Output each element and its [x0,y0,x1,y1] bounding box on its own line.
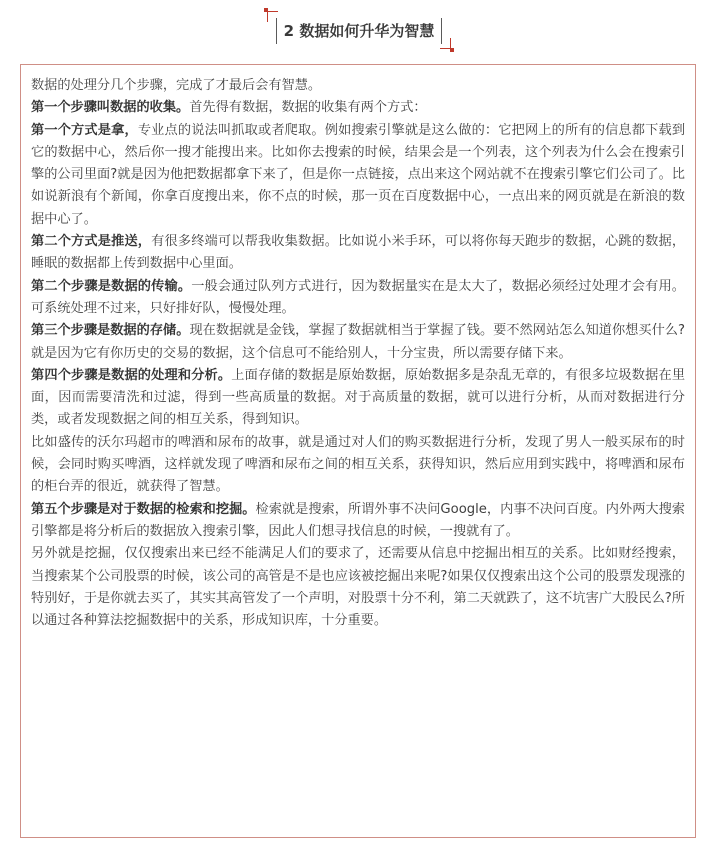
title-right-bar [441,18,442,44]
section-title-frame [264,8,454,52]
paragraph: 第四个步骤是数据的处理和分析。上面存储的数据是原始数据，原始数据多是杂乱无章的，有很多垃圾数据在里面，因而需要清洗和过滤，得到一些高质量的数据。对于高质量的数据，就可以进行分析，从而对数据进行分类，或者发现数据之间的相互关系，得到知识。 [31,367,686,428]
corner-line [267,8,268,22]
paragraph: 第二个步骤是数据的传输。一般会通过队列方式进行，因为数据量实在是太大了，数据必须经过处理才会有用。可系统处理不过来，只好排好队，慢慢处理。 [31,278,685,316]
paragraph: 第一个方式是拿，专业点的说法叫抓取或者爬取。例如搜索引擎就是这么做的：它把网上的所有的信息都下载到它的数据中心，然后你一搜才能搜出来。比如你去搜索的时候，结果会是一个列表，这个列表为什么会在搜索引擎的公司里面?就是因为他把数据都拿下来了，但是你一点链接，点出来这个网站就不在搜索引擎它们公司了。比如说新浪有个新闻，你拿百度搜出来，你不点的时候，那一页在百度数据中心，一点出来的网页就是在新浪的数据中心了。 [31,122,686,227]
paragraph: 另外就是挖掘，仅仅搜索出来已经不能满足人们的要求了，还需要从信息中挖掘出相互的关系。比如财经搜索，当搜索某个公司股票的时候，该公司的高管是不是也应该被挖掘出来呢?如果仅仅搜索出这个公司的股票发现涨的特别好，于是你就去买了，其实其高管发了一个声明，对股票十分不利，第二天就跌了，这不坑害广大股民么?所以通过各种算法挖掘数据中的关系，形成知识库，十分重要。 [31,546,685,629]
paragraph: 第三个步骤是数据的存储。现在数据就是金钱，掌握了数据就相当于掌握了钱。要不然网站怎么知道你想买什么?就是因为它有你历史的交易的数据，这个信息可不能给别人，十分宝贵，所以需要存储下来。 [31,323,686,361]
paragraph: 比如盛传的沃尔玛超市的啤酒和尿布的故事，就是通过对人们的购买数据进行分析，发现了男人一般买尿布的时候，会同时购买啤酒，这样就发现了啤酒和尿布之间的相互关系，获得知识，然后应用到实践中，将啤酒和尿布的柜台弄的很近，就获得了智慧。 [31,434,685,495]
paragraph: 数据的处理分几个步骤，完成了才最后会有智慧。 [31,78,322,93]
paragraph: 第二个方式是推送，有很多终端可以帮我收集数据。比如说小米手环，可以将你每天跑步的数据，心跳的数据，睡眠的数据都上传到数据中心里面。 [31,234,686,272]
paragraph: 第一个步骤叫数据的收集。首先得有数据，数据的收集有两个方式： [31,100,427,116]
paragraph: 第五个步骤是对于数据的检索和挖掘。检索就是搜索，所谓外事不决问Google，内事不决问百度。内外两大搜索引擎都是将分析后的数据放入搜索引擎，因此人们想寻找信息的时候，一搜就有了。 [31,501,685,539]
section-title: 2 数据如何升华为智慧 [283,22,435,40]
article-body [20,64,696,838]
corner-decoration-bottom-right [450,48,454,52]
